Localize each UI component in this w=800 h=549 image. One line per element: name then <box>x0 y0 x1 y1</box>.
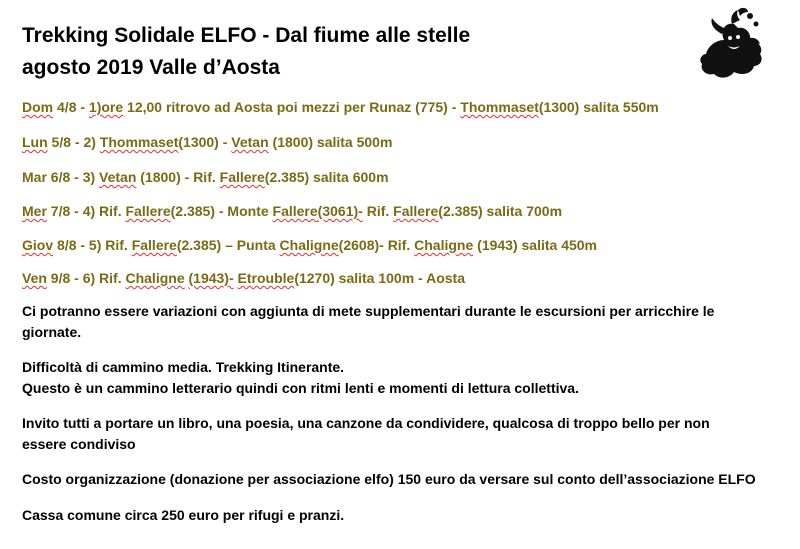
itinerary-text: 5/8 - 2) <box>47 134 100 150</box>
itinerary-day-4 <box>22 203 782 219</box>
variations-paragraph <box>22 301 767 343</box>
itinerary-text: 12,00 ritrovo ad Aosta poi mezzi per Runaz (775) - <box>123 99 461 115</box>
itinerary-text: (1300) - <box>178 134 232 150</box>
place-name: Fallere <box>393 203 439 219</box>
variations-line-1: Ci potranno essere variazioni con aggiunta di mete supplementari durante le escursioni per arricchire le <box>22 303 715 319</box>
difficulty-text: Difficoltà di cammino media. Trekking Itinerante. <box>22 359 345 375</box>
day-label: Lun <box>22 134 48 150</box>
cost-text: Costo organizzazione (donazione per associazione elfo) 150 euro da versare sul conto dell’associazione ELFO <box>22 471 756 487</box>
place-name: Fallere <box>272 203 318 219</box>
itinerary-text: (2.385) salita 600m <box>264 169 389 185</box>
fund-paragraph <box>22 505 767 526</box>
day-label: Ven <box>22 270 47 286</box>
itinerary-text: 8/8 - 5) Rif. <box>53 237 132 253</box>
itinerary-text: (1300) salita 550m <box>538 99 659 115</box>
itinerary-text: 9/8 - 6) Rif. <box>46 270 126 286</box>
itinerary-day-1 <box>22 99 782 115</box>
itinerary-text: Mar 6/8 - 3) <box>22 169 100 185</box>
itinerary-text: (1800) - Rif. <box>136 169 220 185</box>
itinerary-text: (2.385) – Punta <box>176 237 280 253</box>
day-label: Mer <box>22 203 47 219</box>
place-name: Fallere <box>219 169 265 185</box>
title-line-2: agosto 2019 Valle d’Aosta <box>22 56 280 79</box>
place-name: Chaligne <box>125 270 185 286</box>
place-name: Vetan <box>99 169 137 185</box>
cost-paragraph <box>22 469 767 490</box>
itinerary-text: (2.385) salita 700m <box>438 203 563 219</box>
itinerary-text: (1943) salita 450m <box>473 237 598 253</box>
itinerary-text: (2.385) - Monte <box>170 203 273 219</box>
itinerary-day-5 <box>22 237 782 253</box>
invite-line-2: essere condiviso <box>22 436 136 452</box>
fund-text: Cassa comune circa 250 euro per rifugi e pranzi. <box>22 507 345 523</box>
itinerary-text: (1800) salita 500m <box>268 134 393 150</box>
place-name: Chaligne <box>279 237 339 253</box>
itinerary-text: Rif. <box>362 203 394 219</box>
itinerary-text: (1943)- <box>188 270 234 286</box>
itinerary-text: 7/8 - 4) Rif. <box>46 203 126 219</box>
itinerary-text: 4/8 - <box>53 99 89 115</box>
itinerary-text: (3061)- <box>317 203 363 219</box>
place-name: Fallere <box>125 203 171 219</box>
day-label: Dom <box>22 99 54 115</box>
page-title <box>22 20 682 84</box>
elfo-silhouette-icon <box>694 4 766 80</box>
difficulty-paragraph <box>22 357 767 399</box>
place-name: Thommaset <box>99 134 179 150</box>
itinerary-text: 1)ore <box>88 99 124 115</box>
invite-paragraph <box>22 413 767 455</box>
itinerary-day-6 <box>22 270 782 286</box>
itinerary-day-2 <box>22 134 782 150</box>
itinerary-day-3 <box>22 169 782 185</box>
variations-line-2: giornate. <box>22 324 82 340</box>
title-line-1: Trekking Solidale ELFO - Dal fiume alle stelle <box>22 24 471 47</box>
place-name: Fallere <box>131 237 177 253</box>
place-name: Vetan <box>231 134 269 150</box>
invite-line-1: Invito tutti a portare un libro, una poesia, una canzone da condividere, qualcosa di troppo bello per non <box>22 415 710 431</box>
literary-text: Questo è un cammino letterario quindi con ritmi lenti e momenti di lettura collettiva. <box>22 380 579 396</box>
day-label: Giov <box>22 237 54 253</box>
itinerary-text: (1270) salita 100m - Aosta <box>294 270 465 286</box>
place-name: Chaligne <box>414 237 474 253</box>
itinerary-text: (2608)- Rif. <box>338 237 415 253</box>
place-name: Thommaset <box>460 99 539 115</box>
place-name: Etrouble <box>237 270 295 286</box>
